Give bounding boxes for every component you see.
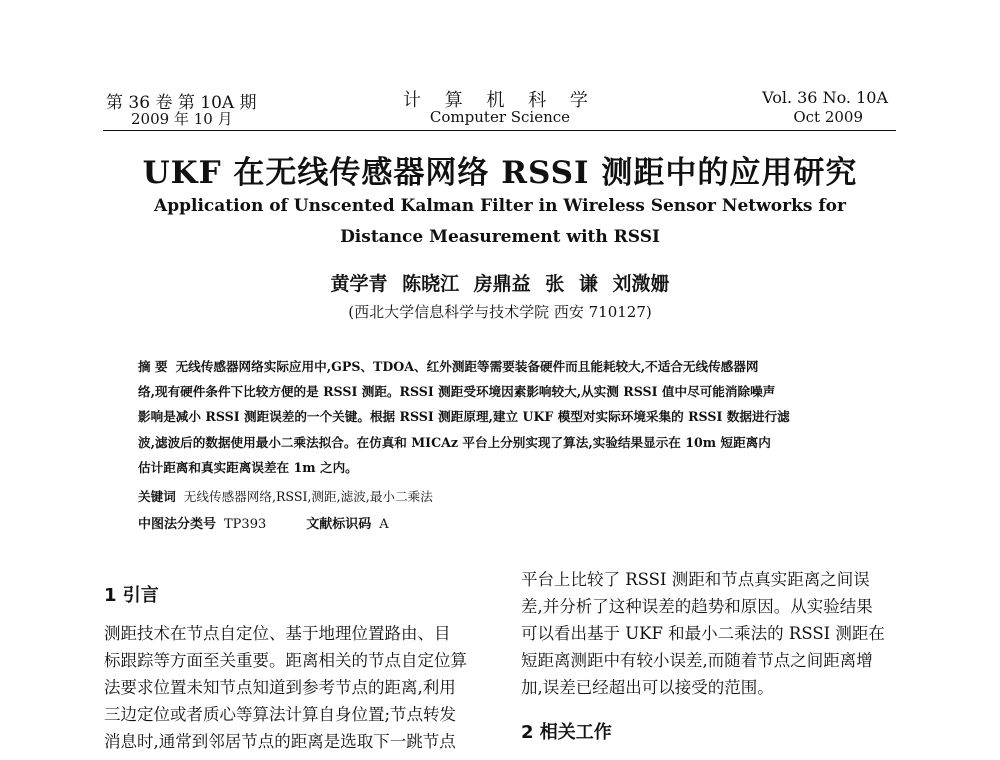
body-line: 三边定位或者质心等算法计算自身位置;节点转发 bbox=[104, 705, 457, 724]
journal-name-en: Computer Science bbox=[429, 108, 571, 126]
paper-title-cn: UKF 在无线传感器网络 RSSI 测距中的应用研究 bbox=[142, 155, 858, 191]
journal-volume-issue: 第 36 卷 第 10A 期 bbox=[106, 93, 257, 113]
abstract-text: 无线传感器网络实际应用中,GPS、TDOA、红外测距等需要装备硬件而且能耗较大,不适合无线传感器网 bbox=[175, 359, 759, 374]
keywords-text: 无线传感器网络,RSSI,测距,滤波,最小二乘法 bbox=[183, 489, 433, 504]
abstract-line: 影响是减小 RSSI 测距误差的一个关键。根据 RSSI 测距原理,建立 UKF 模型对实际环境采集的 RSSI 数据进行滤 bbox=[138, 409, 790, 424]
body-line: 加,误差已经超出可以接受的范围。 bbox=[521, 678, 774, 697]
body-line: 可以看出基于 UKF 和最小二乘法的 RSSI 测距在 bbox=[521, 624, 885, 643]
author-affiliation: (西北大学信息科学与技术学院 西安 710127) bbox=[348, 303, 652, 321]
body-line: 测距技术在节点自定位、基于地理位置路由、目 bbox=[104, 624, 451, 643]
section-2-heading: 2 相关工作 bbox=[521, 722, 612, 743]
body-line: 法要求位置未知节点知道到参考节点的距离,利用 bbox=[104, 678, 456, 697]
section-1-heading: 1 引言 bbox=[104, 585, 159, 606]
header-rule bbox=[103, 130, 896, 131]
body-line: 短距离测距中有较小误差,而随着节点之间距离增 bbox=[521, 651, 873, 670]
body-line: 消息时,通常到邻居节点的距离是选取下一跳节点 bbox=[104, 732, 456, 751]
paper-title-en-line1: Application of Unscented Kalman Filter in Wireless Sensor Networks for bbox=[154, 196, 846, 216]
abstract-line: 波,滤波后的数据使用最小二乘法拟合。在仿真和 MICAz 平台上分别实现了算法,实验结果显示在 10m 短距离内 bbox=[138, 435, 771, 450]
journal-volume-en: Vol. 36 No. 10A bbox=[762, 88, 888, 107]
clc-value: TP393 bbox=[224, 517, 267, 532]
body-line: 平台上比较了 RSSI 测距和节点真实距离之间误 bbox=[521, 570, 870, 589]
author-list: 黄学青 陈晓江 房鼎益 张 谦 刘溦姗 bbox=[330, 273, 670, 295]
abstract-label: 摘 要 bbox=[138, 359, 168, 374]
abstract-line bbox=[138, 358, 870, 376]
abstract-line: 络,现有硬件条件下比较方便的是 RSSI 测距。RSSI 测距受环境因素影响较大,从实测 RSSI 值中尽可能消除噪声 bbox=[138, 384, 776, 399]
classification bbox=[138, 513, 389, 532]
doc-code-value: A bbox=[379, 517, 389, 532]
keywords bbox=[138, 486, 433, 505]
body-line: 差,并分析了这种误差的趋势和原因。从实验结果 bbox=[521, 597, 873, 616]
paper-title-en-line2: Distance Measurement with RSSI bbox=[340, 227, 660, 247]
journal-date-cn: 2009 年 10 月 bbox=[131, 110, 233, 128]
abstract-line: 估计距离和真实距离误差在 1m 之内。 bbox=[138, 460, 358, 475]
doc-code-label: 文献标识码 bbox=[306, 517, 372, 532]
journal-name-cn: 计 算 机 科 学 bbox=[403, 90, 597, 111]
clc-label: 中图法分类号 bbox=[138, 517, 217, 532]
journal-date-en: Oct 2009 bbox=[793, 108, 863, 126]
keywords-label: 关键词 bbox=[138, 489, 176, 504]
body-line: 标跟踪等方面至关重要。距离相关的节点自定位算 bbox=[104, 651, 467, 670]
